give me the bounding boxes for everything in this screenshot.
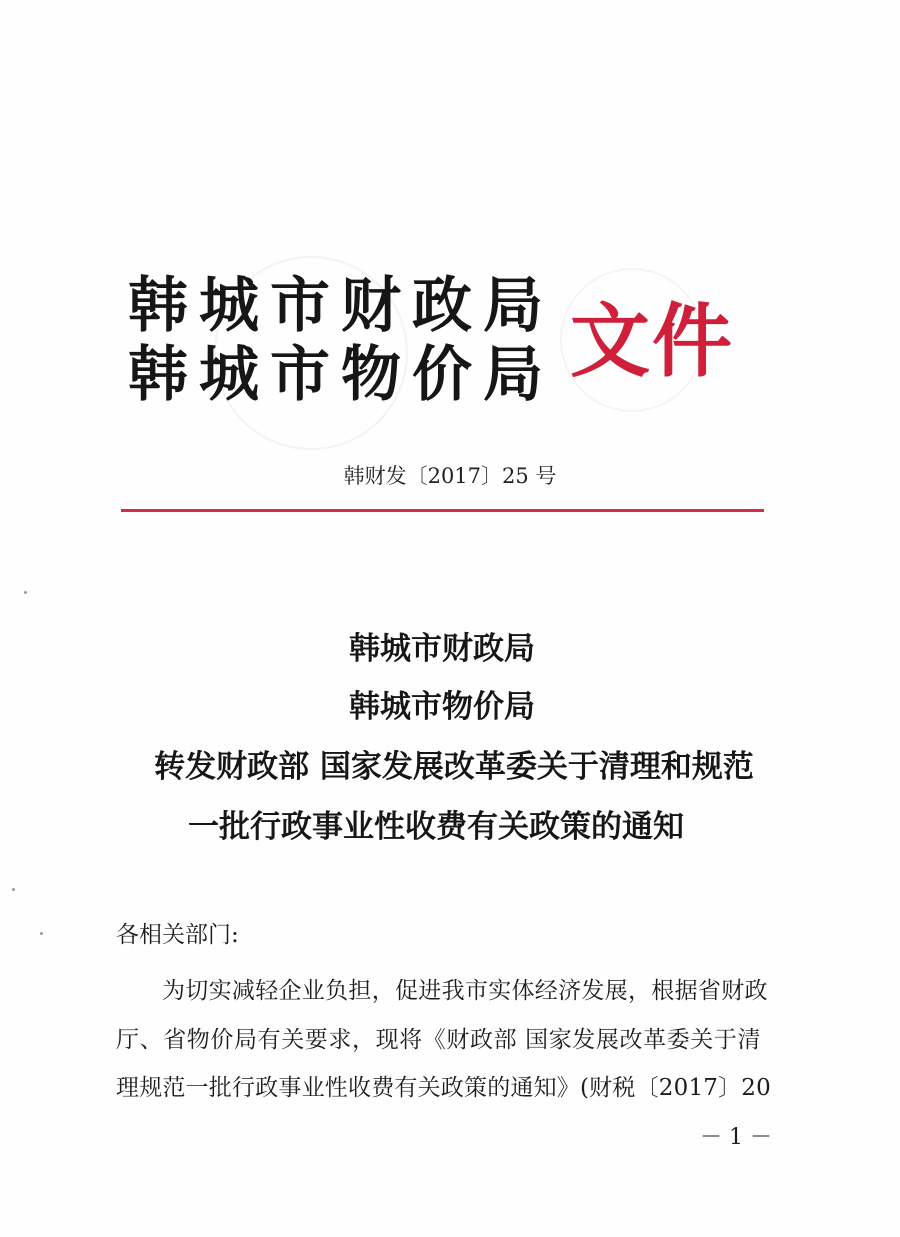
issuer-name-finance-bureau: 韩城市财政局 [128, 271, 554, 341]
scan-speck [12, 888, 15, 891]
scan-speck [40, 932, 43, 935]
title-subject-line-2: 一批行政事业性收费有关政策的通知 [188, 809, 684, 845]
title-issuer-1: 韩城市财政局 [349, 631, 535, 667]
title-subject-line-1: 转发财政部 国家发展改革委关于清理和规范 [154, 749, 754, 785]
body-text-line: 为切实减轻企业负担，促进我市实体经济发展，根据省财政 [162, 978, 768, 1004]
body-text-line: 厅、省物价局有关要求，现将《财政部 国家发展改革委关于清 [116, 1027, 762, 1053]
issuer-name-price-bureau: 韩城市物价局 [128, 340, 554, 410]
document-word-red: 文件 [570, 294, 734, 388]
document-number: 韩财发〔2017〕25 号 [343, 464, 557, 488]
scan-speck [24, 591, 27, 594]
salutation: 各相关部门: [116, 922, 239, 948]
page-number: － 1 － [700, 1125, 772, 1150]
red-divider-line [121, 509, 764, 512]
body-text-line: 理规范一批行政事业性收费有关政策的通知》(财税〔2017〕20 [116, 1075, 771, 1101]
title-issuer-2: 韩城市物价局 [349, 689, 535, 725]
